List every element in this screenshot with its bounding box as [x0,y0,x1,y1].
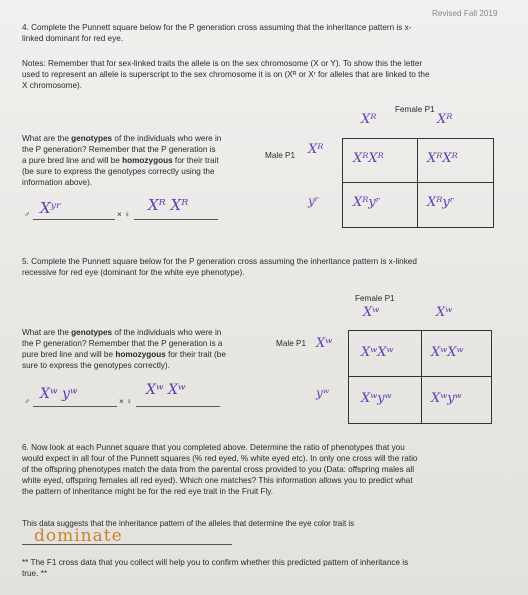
q5-cell-2-2[interactable]: Xʷyʷ [431,391,462,406]
q6-line-3: of the offspring phenotypes match the data from the parental cross provided to you (Data: offspring males all [22,465,415,474]
q5-female-answer-line [136,406,220,407]
q5-question-1: What are the genotypes of the individuals who were in [22,328,222,337]
q4-notes-3: X chromosome). [22,81,83,90]
q6-line-4: white eyed, offspring females all red eyed). Which one matches? This information allows you to predict what [22,476,413,485]
q4-female-label: Female P1 [395,105,435,114]
revised-label: Revised Fall 2019 [432,9,498,18]
q4-question-3: a pure bred line and will be homozygous for their trait [22,156,219,165]
q5-male-label: Male P1 [276,339,307,348]
q6-f1-note-2: true. ** [22,569,48,578]
q5-male-allele-1: Xʷ [316,336,333,351]
q4-female-symbol: × ♀ [117,210,131,219]
q6-answer-prompt: This data suggests that the inheritance pattern of the alleles that determine the eye color trait is [22,519,355,528]
q6-line-2: would expect in all four of the Punnett squares (% red eyed, % white eyed etc). In only one cross will the ratio [22,454,418,463]
q4-punnett-square [342,138,494,228]
q4-male-symbol: ♂ [24,210,31,219]
q5-question-4: sure to express the genotypes correctly). [22,361,170,370]
q4-male-answer-line [33,219,115,220]
q5-female-genotype[interactable]: Xʷ Xʷ [146,382,186,398]
q5-male-allele-2: yʷ [316,386,330,400]
q6-f1-note-1: ** The F1 cross data that you collect will help you to confirm whether this predicted pattern of inheritance is [22,558,409,567]
q5-line-1: 5. Complete the Punnett square below for the P generation cross assuming the inheritance pattern is x-linked [22,257,417,266]
q4-male-allele-2: yʳ [308,194,319,208]
q4-female-answer-line [134,219,218,220]
q4-cell-1-1[interactable]: XᴿXᴿ [353,151,384,166]
q5-female-label: Female P1 [355,294,395,303]
q5-cell-1-1[interactable]: XʷXʷ [361,345,394,360]
q6-line-5: the pattern of inheritance might be for the red eye trait in the Fruit Fly. [22,487,274,496]
q5-male-genotype[interactable]: Xʷ yʷ [40,386,78,402]
q5-question-2: the P generation? Remember that the P generation is a [22,339,223,348]
q5-punnett-square [348,330,492,424]
q4-question-2: the P generation? Remember that the P generation is [22,145,216,154]
q4-female-allele-2: Xᴿ [437,112,453,127]
q4-line-1: 4. Complete the Punnett square below for the P generation cross assuming that the inheritance pattern is x- [22,23,412,32]
q5-question-3: pure bred line and will be homozygous for their trait (be [22,350,226,359]
q6-handwritten-answer[interactable]: dominate [34,526,123,546]
q5-male-answer-line [33,406,117,407]
q4-notes-2: used to represent an allele is superscript to the sex chromosome it is on (Xᴿ or Xʳ for alleles that are linked to the [22,70,430,79]
q5-cell-1-2[interactable]: XʷXʷ [431,345,464,360]
q4-female-genotype[interactable]: Xᴿ Xᴿ [148,196,189,214]
q4-question-4: (be sure to express the genotypes correctly using the [22,167,215,176]
q5-cell-2-1[interactable]: Xʷyʷ [361,391,392,406]
q4-male-allele-1: Xᴿ [308,142,324,157]
q4-question-1: What are the genotypes of the individuals who were in [22,134,222,143]
q4-question-5: information above). [22,178,93,187]
q4-notes-1: Notes: Remember that for sex-linked traits the allele is on the sex chromosome (X or Y). To show this the letter [22,59,423,68]
q4-female-allele-1: Xᴿ [361,112,377,127]
q4-cell-1-2[interactable]: XᴿXᴿ [427,151,458,166]
q4-cell-2-1[interactable]: Xᴿyʳ [353,195,381,210]
q4-male-label: Male P1 [265,151,296,160]
q4-line-2: linked dominant for red eye. [22,34,124,43]
q5-female-allele-2: Xʷ [436,305,453,320]
q4-male-genotype[interactable]: Xʸʳ [40,199,62,217]
q5-male-symbol: ♂ [24,397,31,406]
q4-cell-2-2[interactable]: Xᴿyʳ [427,195,455,210]
q5-female-allele-1: Xʷ [363,305,380,320]
q5-line-2: recessive for red eye (dominant for the white eye phenotype). [22,268,245,277]
q5-female-symbol: × ♀ [119,397,133,406]
q6-line-1: 6. Now look at each Punnet square that you completed above. Determine the ratio of phenotypes that you [22,443,405,452]
